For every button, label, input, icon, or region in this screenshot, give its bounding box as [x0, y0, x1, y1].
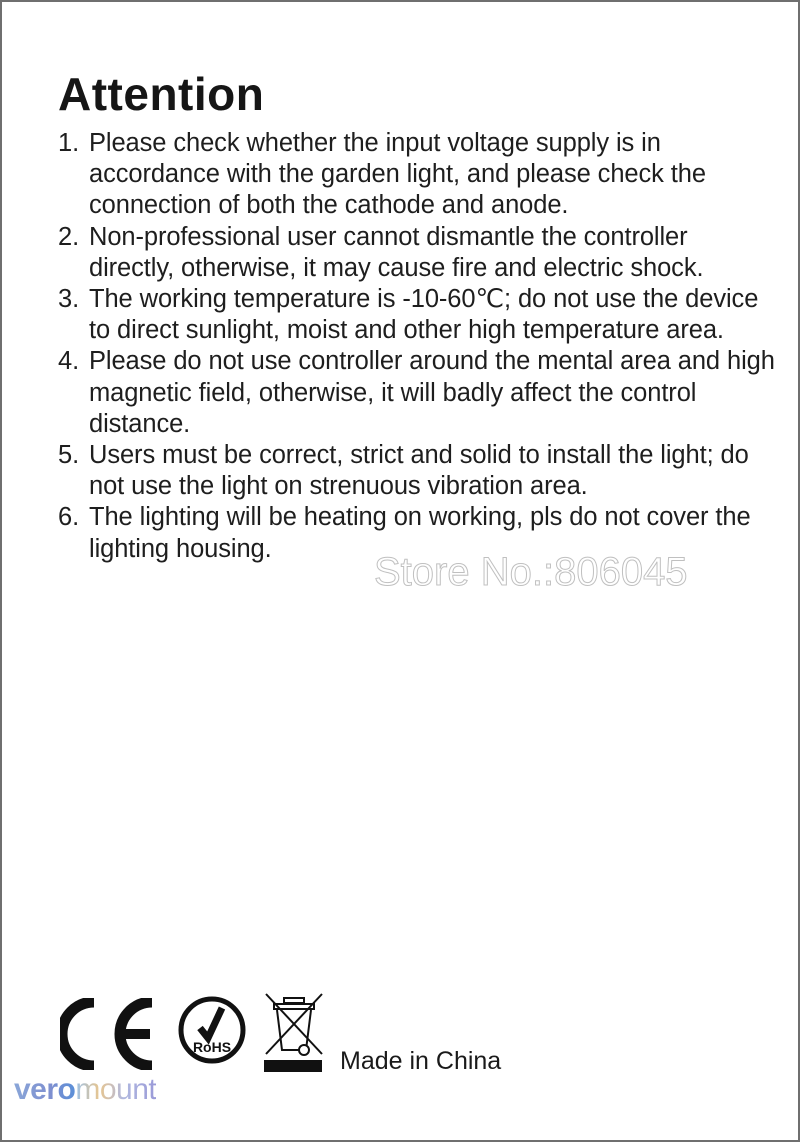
item-number: 4.	[58, 347, 80, 376]
item-number: 1.	[58, 129, 80, 157]
item-text: Users must be correct, strict and solid to install the light; do not use the light on strenuous vibration area.	[89, 441, 749, 501]
list-item	[58, 222, 778, 284]
item-text: Please check whether the input voltage supply is in accordance with the garden light, and please check the connection of both the cathode and anode.	[89, 129, 706, 220]
brand-part-mount: mount	[75, 1073, 157, 1106]
page-title: Attention	[58, 68, 265, 120]
weee-crossed-bin-icon	[264, 992, 328, 1072]
item-number: 5.	[58, 441, 80, 470]
item-number: 2.	[58, 222, 80, 251]
item-text: Non-professional user cannot dismantle the controller directly, otherwise, it may cause fire and electric shock.	[89, 222, 704, 282]
list-item	[58, 346, 778, 440]
brand-part-vero: vero	[14, 1073, 76, 1106]
rohs-label: RoHS	[192, 1039, 232, 1055]
list-item	[58, 128, 778, 222]
item-text: The working temperature is -10-60℃; do not use the device to direct sunlight, moist and other high temperature area.	[89, 285, 759, 345]
attention-list	[58, 128, 778, 565]
list-item	[58, 284, 778, 346]
brand-logo	[14, 1073, 156, 1107]
ce-mark-icon	[60, 998, 160, 1070]
item-text: The lighting will be heating on working, pls do not cover the lighting housing.	[89, 503, 751, 563]
item-number: 6.	[58, 503, 80, 532]
store-watermark: Store No.:806045	[374, 550, 688, 594]
made-in-label: Made in China	[340, 1047, 502, 1075]
list-item	[58, 440, 778, 502]
item-text: Please do not use controller around the mental area and high magnetic field, otherwise, it will badly affect the control distance.	[89, 347, 775, 438]
list-item	[58, 502, 778, 564]
rohs-icon	[176, 994, 248, 1066]
item-number: 3.	[58, 285, 80, 314]
